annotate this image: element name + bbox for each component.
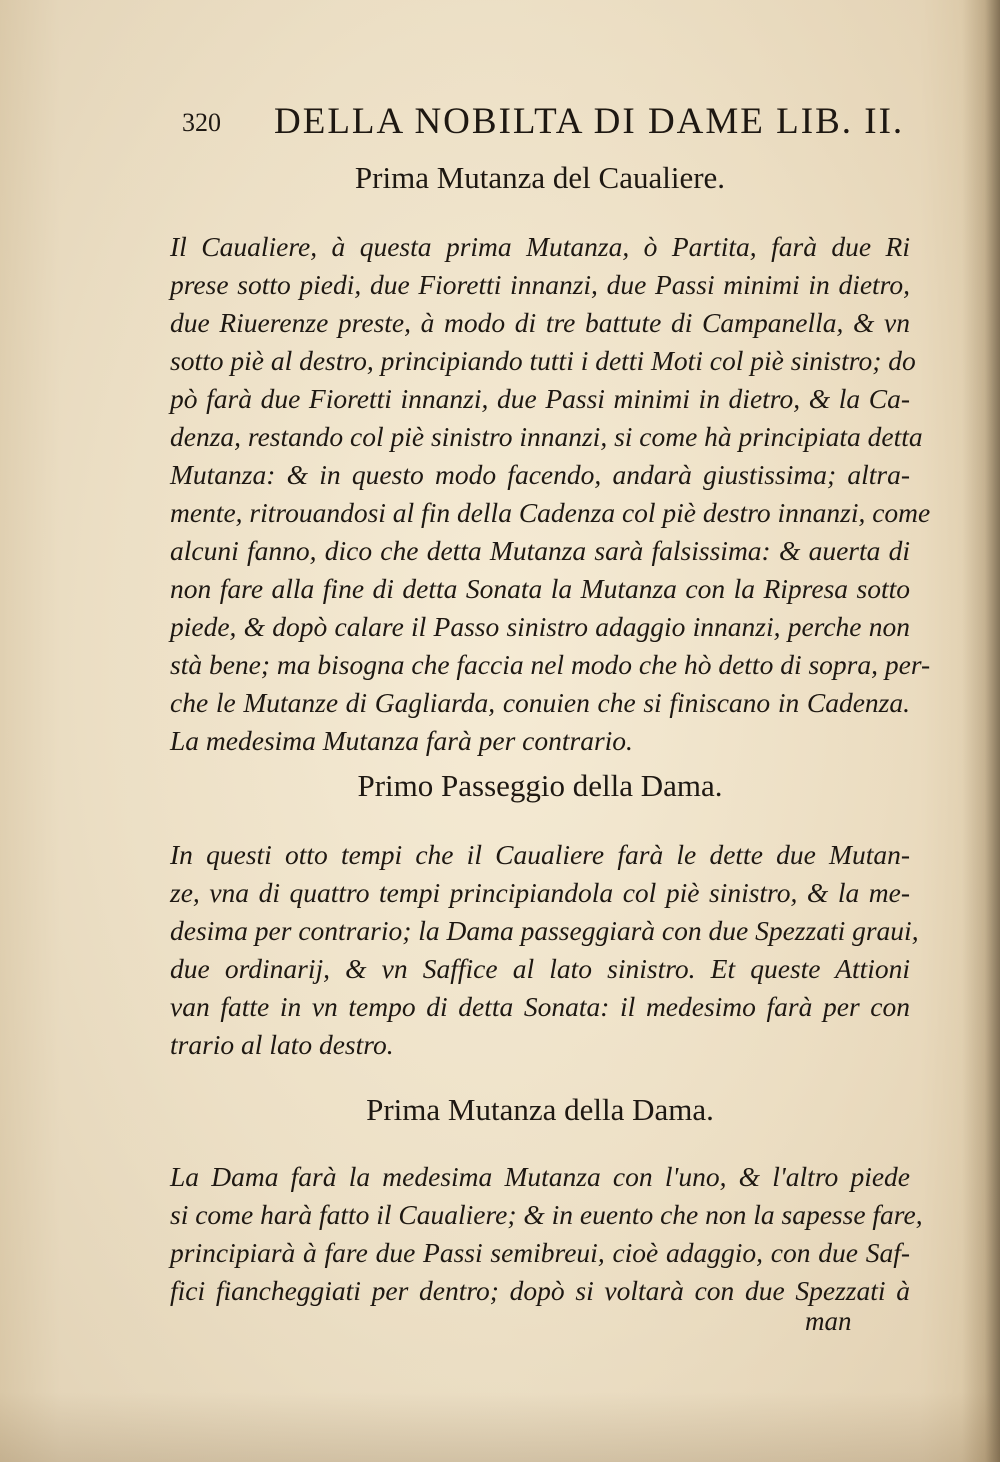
text-line: In questi otto tempi che il Caualiere farà le dette due Mutan- bbox=[170, 839, 910, 870]
text-line: Mutanza: & in questo modo facendo, andarà giustissima; altra- bbox=[170, 459, 910, 490]
text-line: trario al lato destro. bbox=[170, 1029, 394, 1060]
section-heading-1: Prima Mutanza del Caualiere. bbox=[354, 160, 726, 195]
text-line: principiarà à fare due Passi semibreui, cioè adaggio, con due Saf- bbox=[170, 1237, 910, 1268]
text-line: fici fiancheggiati per dentro; dopò si voltarà con due Spezzati à bbox=[170, 1275, 910, 1306]
text-line: pò farà due Fioretti innanzi, due Passi minimi in dietro, & la Ca- bbox=[170, 383, 910, 414]
text-line: non fare alla fine di detta Sonata la Mutanza con la Ripresa sotto bbox=[170, 573, 910, 604]
page-edge-shadow bbox=[962, 0, 1000, 1462]
text-line: due Riuerenze preste, à modo di tre battute di Campanella, & vn bbox=[170, 307, 910, 338]
text-line: mente, ritrouandosi al fin della Cadenza col piè destro innanzi, come bbox=[170, 497, 931, 528]
section-paragraph-2 bbox=[170, 836, 919, 1064]
text-line: alcuni fanno, dico che detta Mutanza sarà falsissima: & auerta di bbox=[170, 535, 910, 566]
text-line: stà bene; ma bisogna che faccia nel modo che hò detto di sopra, per- bbox=[170, 649, 931, 680]
text-line: sotto piè al destro, principiando tutti i detti Moti col piè sinistro; do bbox=[170, 345, 916, 376]
text-line: La Dama farà la medesima Mutanza con l'uno, & l'altro piede bbox=[170, 1161, 910, 1192]
section-paragraph-3 bbox=[170, 1158, 923, 1310]
running-title: DELLA NOBILTA DI DAME LIB. II. bbox=[274, 101, 905, 142]
page-number: 320 bbox=[182, 108, 221, 137]
text-line: si come harà fatto il Caualiere; & in euento che non la sapesse fare, bbox=[170, 1199, 923, 1230]
page-header bbox=[182, 100, 905, 144]
text-line: due ordinarij, & vn Saffice al lato sinistro. Et queste Attioni bbox=[170, 953, 910, 984]
text-line: van fatte in vn tempo di detta Sonata: il medesimo farà per con bbox=[170, 991, 910, 1022]
section-heading-3: Prima Mutanza della Dama. bbox=[366, 1092, 714, 1127]
text-line: che le Mutanze di Gagliarda, conuien che si finiscano in Cadenza. bbox=[170, 687, 910, 718]
text-line: desima per contrario; la Dama passeggiarà con due Spezzati graui, bbox=[170, 915, 919, 946]
text-line: ze, vna di quattro tempi principiandola col piè sinistro, & la me- bbox=[170, 877, 910, 908]
text-line: denza, restando col piè sinistro innanzi, si come hà principiata detta bbox=[170, 421, 923, 452]
catchword: man bbox=[805, 1306, 852, 1336]
text-line: La medesima Mutanza farà per contrario. bbox=[170, 725, 633, 756]
text-line: prese sotto piedi, due Fioretti innanzi, due Passi minimi in dietro, bbox=[170, 269, 910, 300]
section-paragraph-1 bbox=[170, 228, 931, 760]
text-line: Il Caualiere, à questa prima Mutanza, ò Partita, farà due Ri bbox=[170, 231, 910, 262]
page-bottom-shadow bbox=[0, 1392, 1000, 1462]
text-line: piede, & dopò calare il Passo sinistro adaggio innanzi, perche non bbox=[170, 611, 910, 642]
section-heading-2: Primo Passeggio della Dama. bbox=[357, 768, 723, 803]
